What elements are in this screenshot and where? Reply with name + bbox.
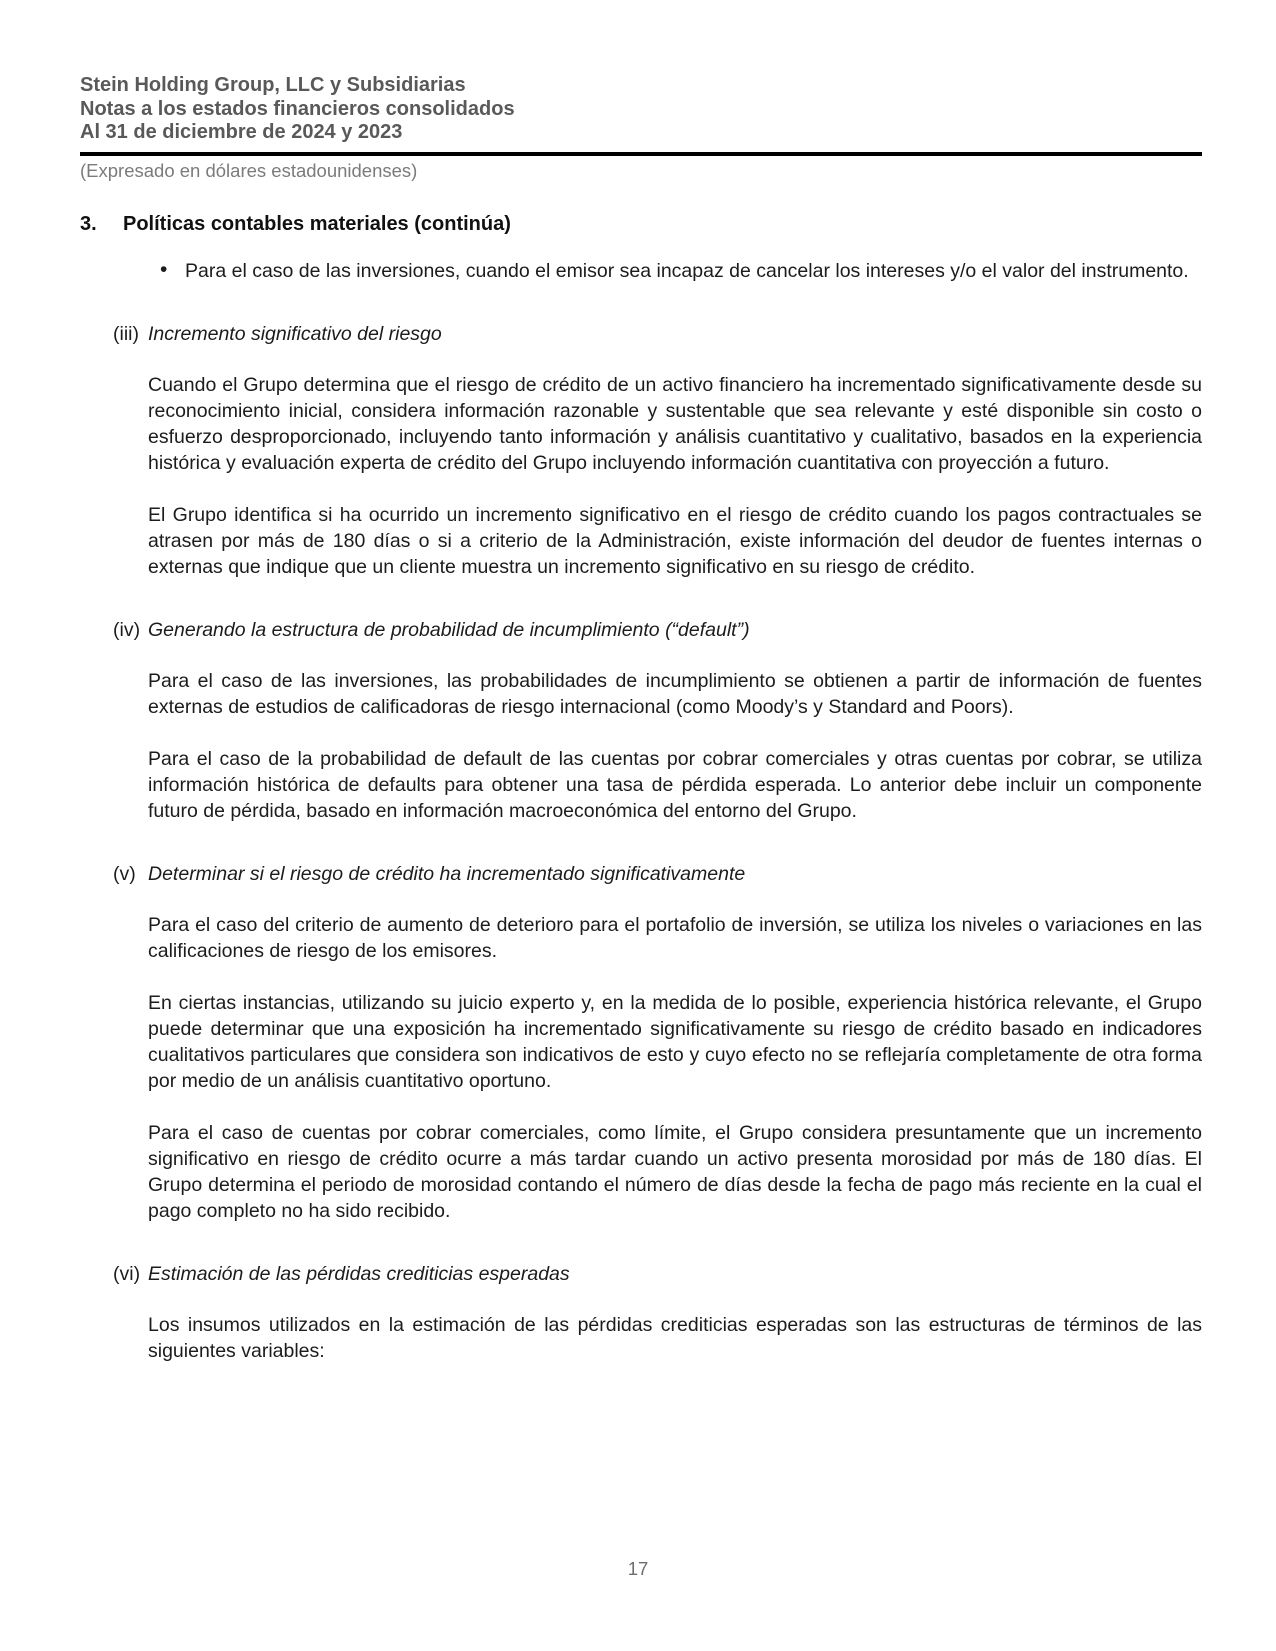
report-title: Notas a los estados financieros consolidados (80, 97, 515, 120)
note-item-heading (80, 618, 1202, 642)
note-item-title: Determinar si el riesgo de crédito ha incrementado significativamente (148, 863, 746, 885)
note-paragraph: Para el caso de cuentas por cobrar comerciales, como límite, el Grupo considera presuntamente que un incremento significativo en riesgo de crédito ocurre a más tardar cuando un activo presenta morosidad por más de 180 días. El Grupo determina el periodo de morosidad contando el número de días desde la fecha de pago más reciente en la cual el pago completo no ha sido recibido. (148, 1122, 1202, 1222)
note-item-heading (80, 862, 1202, 886)
note-item-label: (v) (113, 863, 136, 885)
document-header (80, 74, 1202, 182)
note-item-iii (80, 322, 1202, 580)
note-paragraph: El Grupo identifica si ha ocurrido un incremento significativo en el riesgo de crédito cuando los pagos contractuales se atrasen por más de 180 días o si a criterio de la Administración, existe información del deudor de fuentes internas o externas que indique que un cliente muestra un incremento significativo en su riesgo de crédito. (148, 504, 1202, 578)
note-item-iv (80, 618, 1202, 824)
header-rule (80, 152, 1202, 157)
note-item-title: Generando la estructura de probabilidad de incumplimiento (“default”) (148, 619, 750, 641)
note-paragraph: Para el caso del criterio de aumento de deterioro para el portafolio de inversión, se utiliza los niveles o variaciones en las calificaciones de riesgo de los emisores. (148, 914, 1202, 962)
page-number: 17 (627, 1558, 649, 1579)
section-heading (80, 213, 1202, 236)
currency-note: (Expresado en dólares estadounidenses) (80, 160, 418, 181)
bullet-marker: • (160, 258, 168, 281)
note-paragraph: Para el caso de las inversiones, las probabilidades de incumplimiento se obtienen a partir de información de fuentes externas de estudios de calificadoras de riesgo internacional (como Moody’s y Standard and Poors). (148, 670, 1202, 718)
company-name: Stein Holding Group, LLC y Subsidiarias (80, 74, 466, 96)
note-paragraph: Los insumos utilizados en la estimación de las pérdidas crediticias esperadas son las estructuras de términos de las siguientes variables: (148, 1314, 1202, 1362)
note-paragraph: Cuando el Grupo determina que el riesgo de crédito de un activo financiero ha incrementado significativamente desde su reconocimiento inicial, considera información razonable y sustentable que sea relevante y esté disponible sin costo o esfuerzo desproporcionado, incluyendo tanto información y análisis cuantitativo y cualitativo, basados en la experiencia histórica y evaluación experta de crédito del Grupo incluyendo información cuantitativa con proyección a futuro. (148, 374, 1202, 474)
note-paragraph: Para el caso de la probabilidad de default de las cuentas por cobrar comerciales y otras cuentas por cobrar, se utiliza información histórica de defaults para obtener una tasa de pérdida esperada. Lo anterior debe incluir un componente futuro de pérdida, basado en información macroeconómica del entorno del Grupo. (148, 748, 1202, 822)
note-item-label: (iii) (113, 323, 139, 345)
page-content (80, 74, 1202, 1364)
note-item-heading (80, 322, 1202, 346)
bullet-text: Para el caso de las inversiones, cuando el emisor sea incapaz de cancelar los intereses y/o el valor del instrumento. (185, 260, 1189, 282)
section-number: 3. (80, 213, 97, 235)
page-footer (0, 1558, 1276, 1580)
report-date: Al 31 de diciembre de 2024 y 2023 (80, 121, 403, 143)
note-item-label: (iv) (113, 619, 141, 641)
note-item-heading (80, 1262, 1202, 1286)
bullet-list-item (80, 258, 1202, 284)
note-item-title: Incremento significativo del riesgo (148, 323, 442, 345)
note-item-label: (vi) (113, 1263, 141, 1285)
note-item-v (80, 862, 1202, 1224)
note-item-title: Estimación de las pérdidas crediticias esperadas (148, 1263, 570, 1285)
note-item-vi (80, 1262, 1202, 1364)
note-paragraph: En ciertas instancias, utilizando su juicio experto y, en la medida de lo posible, experiencia histórica relevante, el Grupo puede determinar que una exposición ha incrementado significativamente su riesgo de crédito basado en indicadores cualitativos particulares que considera son indicativos de esto y cuyo efecto no se reflejaría completamente de otra forma por medio de un análisis cuantitativo oportuno. (148, 992, 1202, 1092)
section-title: Políticas contables materiales (continúa) (123, 213, 511, 235)
